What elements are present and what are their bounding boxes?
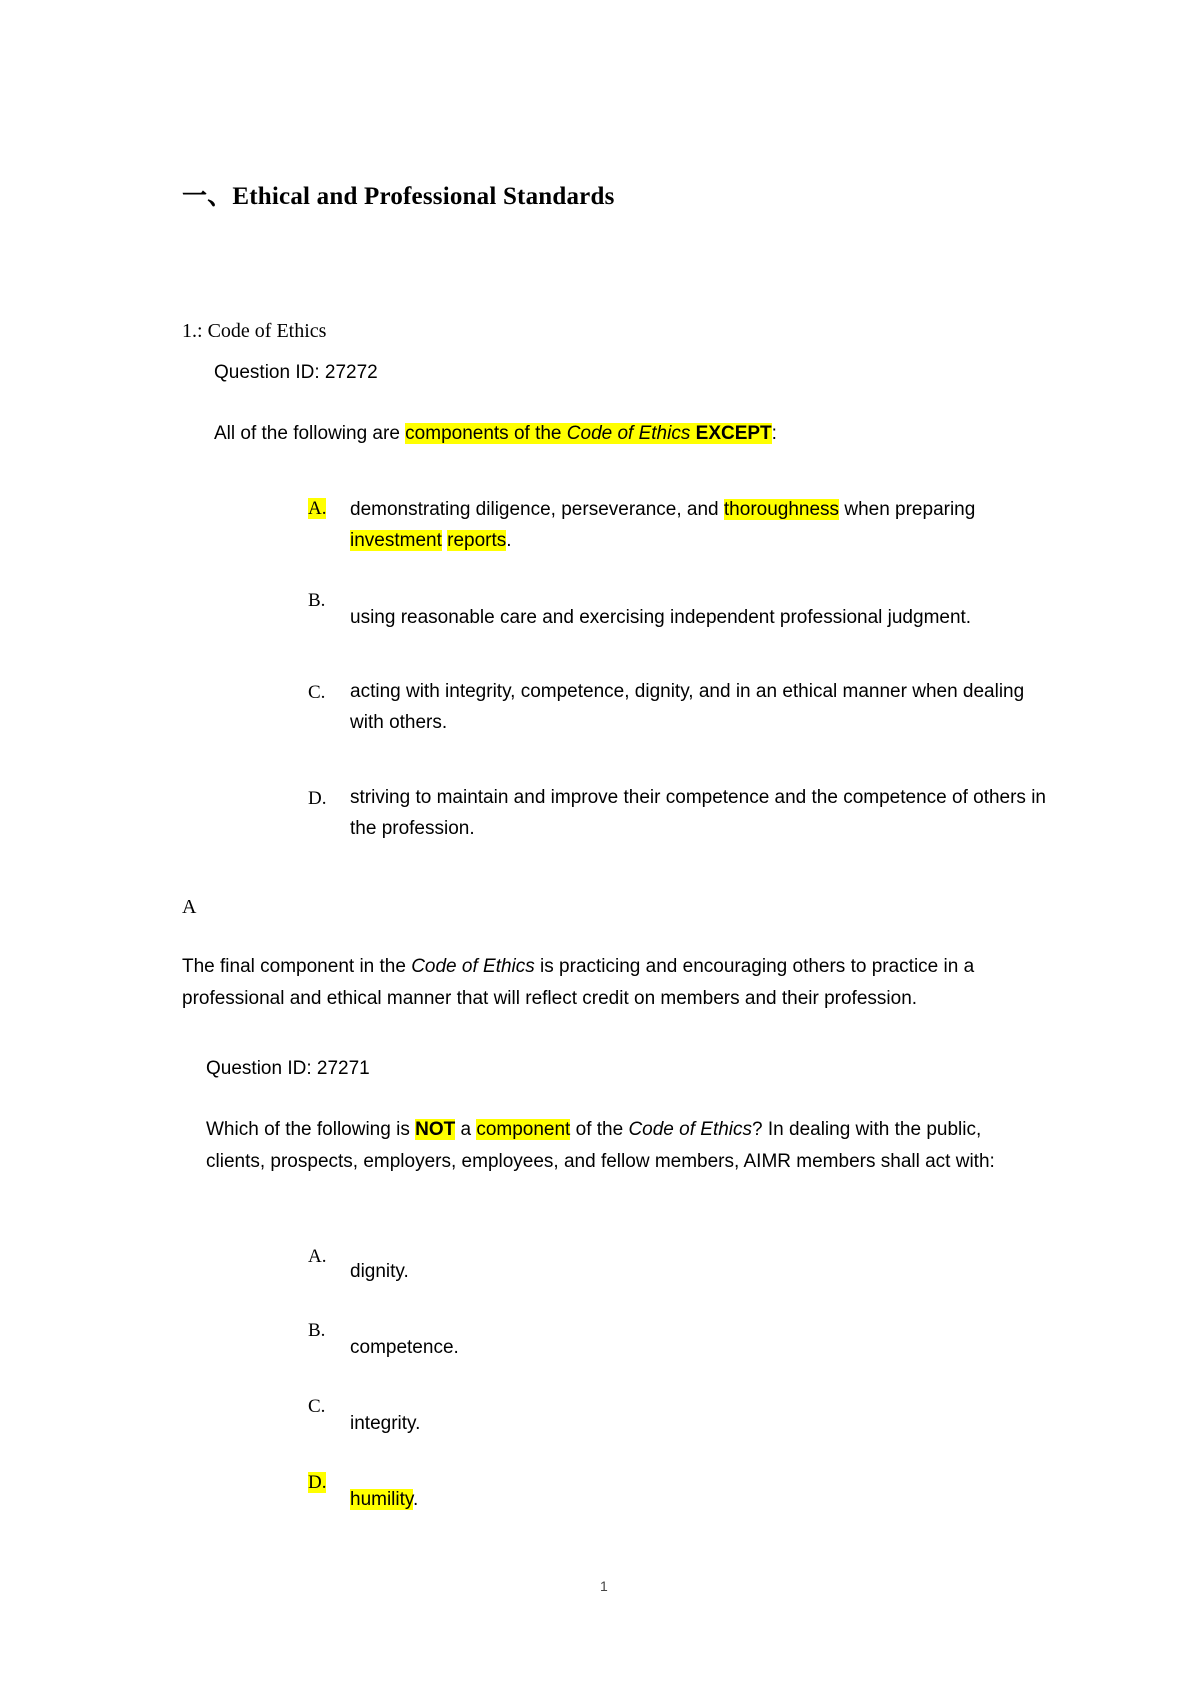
question-id-2: Question ID: 27271 — [206, 1058, 370, 1079]
section-title-text: Ethical and Professional Standards — [232, 183, 615, 210]
q2-option-c-letter: C. — [308, 1396, 326, 1417]
q2-option-b-letter: B. — [308, 1320, 326, 1341]
q2-option-a-text: dignity. — [350, 1261, 409, 1282]
q2-option-b-text: competence. — [350, 1337, 459, 1358]
topic-title: Code of Ethics — [207, 320, 327, 342]
page-number: 1 — [600, 1578, 608, 1594]
topic-number: 1.: — [182, 320, 203, 342]
q1-option-c-letter: C. — [308, 682, 326, 703]
q2-option-c-text: integrity. — [350, 1413, 421, 1434]
q1-option-d-letter: D. — [308, 788, 327, 809]
question-stem-2: Which of the following is NOT a component of the Code of Ethics? In dealing with the public, clients, prospects, employers, employees, and fellow members, AIMR members shall act with: — [206, 1119, 995, 1172]
q1-option-a-letter: A. — [308, 498, 327, 519]
q2-option-a-letter: A. — [308, 1246, 327, 1267]
q1-option-c-text: acting with integrity, competence, dignity, and in an ethical manner when dealing with others. — [350, 681, 1025, 733]
q1-option-a-text: demonstrating diligence, perseverance, and thoroughness when preparing investment reports. — [350, 499, 976, 551]
q2-option-d-text: humility. — [350, 1489, 419, 1510]
q2-option-d-letter: D. — [308, 1472, 327, 1493]
explanation-1: The final component in the Code of Ethics is practicing and encouraging others to practice in a professional and ethical manner that will reflect credit on members and their profession. — [182, 956, 975, 1009]
section-numeral: 一、 — [182, 183, 233, 210]
topic-heading — [182, 320, 326, 343]
question-id-1: Question ID: 27272 — [214, 362, 378, 383]
q1-option-b-letter: B. — [308, 590, 326, 611]
question-stem-1: All of the following are components of the Code of Ethics EXCEPT: — [214, 423, 777, 444]
q1-option-b-text: using reasonable care and exercising independent professional judgment. — [350, 607, 972, 628]
answer-1: A — [182, 896, 197, 918]
section-title — [182, 176, 615, 212]
stem-highlight: components of the Code of Ethics EXCEPT — [405, 423, 772, 444]
q1-option-d-text: striving to maintain and improve their competence and the competence of others in the profession. — [350, 787, 1046, 839]
